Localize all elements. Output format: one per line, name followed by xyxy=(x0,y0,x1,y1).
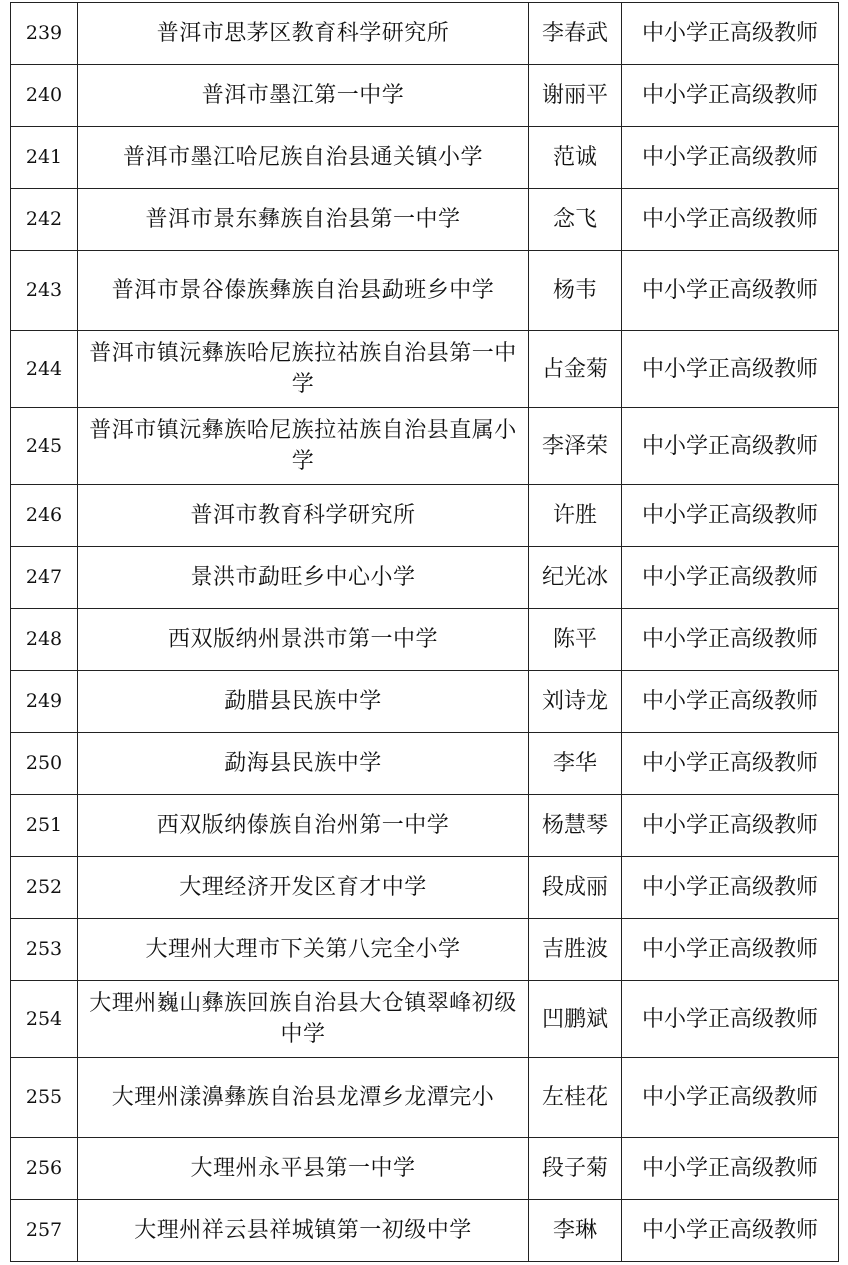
teacher-name: 段子菊 xyxy=(529,1138,622,1200)
teacher-name: 左桂花 xyxy=(529,1058,622,1138)
teacher-name: 杨韦 xyxy=(529,251,622,331)
row-number: 243 xyxy=(11,251,78,331)
professional-title: 中小学正高级教师 xyxy=(622,189,839,251)
table-row xyxy=(11,671,839,733)
teacher-name: 李华 xyxy=(529,733,622,795)
row-number: 241 xyxy=(11,127,78,189)
teacher-name: 杨慧琴 xyxy=(529,795,622,857)
row-number: 249 xyxy=(11,671,78,733)
row-number: 252 xyxy=(11,857,78,919)
table-row xyxy=(11,1138,839,1200)
professional-title: 中小学正高级教师 xyxy=(622,65,839,127)
professional-title: 中小学正高级教师 xyxy=(622,1058,839,1138)
school-name: 普洱市镇沅彝族哈尼族拉祜族自治县直属小学 xyxy=(78,408,529,485)
teacher-name: 吉胜波 xyxy=(529,919,622,981)
school-name: 大理经济开发区育才中学 xyxy=(78,857,529,919)
school-name: 普洱市墨江哈尼族自治县通关镇小学 xyxy=(78,127,529,189)
professional-title: 中小学正高级教师 xyxy=(622,733,839,795)
school-name: 西双版纳傣族自治州第一中学 xyxy=(78,795,529,857)
professional-title: 中小学正高级教师 xyxy=(622,127,839,189)
row-number: 245 xyxy=(11,408,78,485)
roster-body xyxy=(11,3,839,1262)
school-name: 勐海县民族中学 xyxy=(78,733,529,795)
table-row xyxy=(11,733,839,795)
table-row xyxy=(11,485,839,547)
school-name: 大理州巍山彝族回族自治县大仓镇翠峰初级中学 xyxy=(78,981,529,1058)
row-number: 255 xyxy=(11,1058,78,1138)
professional-title: 中小学正高级教师 xyxy=(622,795,839,857)
school-name: 普洱市墨江第一中学 xyxy=(78,65,529,127)
teacher-name: 陈平 xyxy=(529,609,622,671)
teacher-name: 段成丽 xyxy=(529,857,622,919)
row-number: 239 xyxy=(11,3,78,65)
table-row xyxy=(11,609,839,671)
table-row xyxy=(11,331,839,408)
row-number: 246 xyxy=(11,485,78,547)
table-row xyxy=(11,3,839,65)
professional-title: 中小学正高级教师 xyxy=(622,1138,839,1200)
professional-title: 中小学正高级教师 xyxy=(622,485,839,547)
teacher-name: 谢丽平 xyxy=(529,65,622,127)
professional-title: 中小学正高级教师 xyxy=(622,1200,839,1262)
teacher-name: 许胜 xyxy=(529,485,622,547)
teacher-name: 李琳 xyxy=(529,1200,622,1262)
teacher-name: 范诚 xyxy=(529,127,622,189)
teacher-name: 凹鹏斌 xyxy=(529,981,622,1058)
school-name: 普洱市景谷傣族彝族自治县勐班乡中学 xyxy=(78,251,529,331)
professional-title: 中小学正高级教师 xyxy=(622,331,839,408)
professional-title: 中小学正高级教师 xyxy=(622,857,839,919)
table-row xyxy=(11,547,839,609)
teacher-name: 刘诗龙 xyxy=(529,671,622,733)
teacher-name: 占金菊 xyxy=(529,331,622,408)
table-row xyxy=(11,65,839,127)
professional-title: 中小学正高级教师 xyxy=(622,547,839,609)
row-number: 253 xyxy=(11,919,78,981)
school-name: 大理州大理市下关第八完全小学 xyxy=(78,919,529,981)
school-name: 普洱市景东彝族自治县第一中学 xyxy=(78,189,529,251)
school-name: 大理州祥云县祥城镇第一初级中学 xyxy=(78,1200,529,1262)
school-name: 普洱市思茅区教育科学研究所 xyxy=(78,3,529,65)
teacher-name: 李春武 xyxy=(529,3,622,65)
school-name: 勐腊县民族中学 xyxy=(78,671,529,733)
row-number: 256 xyxy=(11,1138,78,1200)
school-name: 大理州漾濞彝族自治县龙潭乡龙潭完小 xyxy=(78,1058,529,1138)
school-name: 大理州永平县第一中学 xyxy=(78,1138,529,1200)
row-number: 242 xyxy=(11,189,78,251)
table-row xyxy=(11,1058,839,1138)
teacher-roster-table xyxy=(10,2,839,1262)
professional-title: 中小学正高级教师 xyxy=(622,671,839,733)
teacher-name: 李泽荣 xyxy=(529,408,622,485)
row-number: 251 xyxy=(11,795,78,857)
row-number: 257 xyxy=(11,1200,78,1262)
table-row xyxy=(11,189,839,251)
professional-title: 中小学正高级教师 xyxy=(622,408,839,485)
professional-title: 中小学正高级教师 xyxy=(622,981,839,1058)
professional-title: 中小学正高级教师 xyxy=(622,609,839,671)
teacher-name: 念飞 xyxy=(529,189,622,251)
professional-title: 中小学正高级教师 xyxy=(622,3,839,65)
row-number: 247 xyxy=(11,547,78,609)
school-name: 普洱市教育科学研究所 xyxy=(78,485,529,547)
school-name: 西双版纳州景洪市第一中学 xyxy=(78,609,529,671)
school-name: 普洱市镇沅彝族哈尼族拉祜族自治县第一中学 xyxy=(78,331,529,408)
professional-title: 中小学正高级教师 xyxy=(622,251,839,331)
row-number: 244 xyxy=(11,331,78,408)
row-number: 250 xyxy=(11,733,78,795)
table-row xyxy=(11,919,839,981)
row-number: 240 xyxy=(11,65,78,127)
table-row xyxy=(11,408,839,485)
table-row xyxy=(11,857,839,919)
teacher-name: 纪光冰 xyxy=(529,547,622,609)
table-row xyxy=(11,795,839,857)
table-row xyxy=(11,1200,839,1262)
school-name: 景洪市勐旺乡中心小学 xyxy=(78,547,529,609)
table-row xyxy=(11,251,839,331)
row-number: 248 xyxy=(11,609,78,671)
row-number: 254 xyxy=(11,981,78,1058)
table-row xyxy=(11,981,839,1058)
professional-title: 中小学正高级教师 xyxy=(622,919,839,981)
table-row xyxy=(11,127,839,189)
